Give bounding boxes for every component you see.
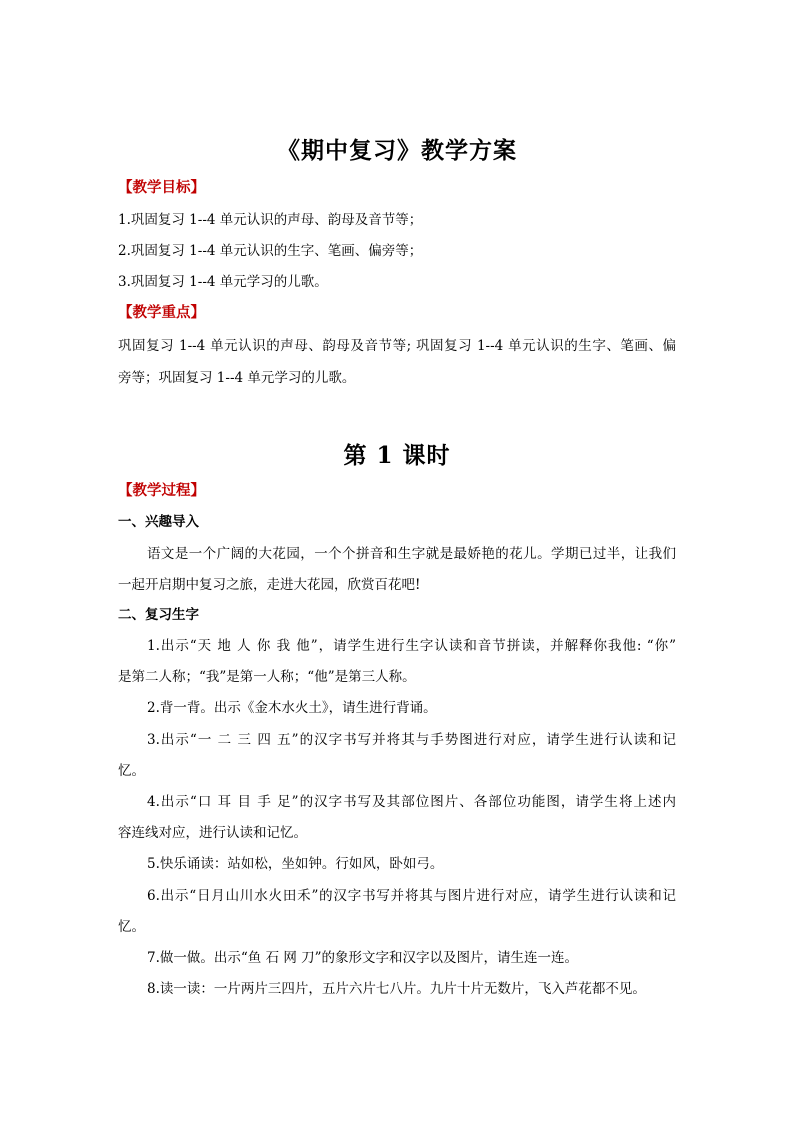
- part2-item-4-line-1: 4.出示“口 耳 目 手 足”的汉字书写及其部位图片、各部位功能图，请学生将上述内: [147, 794, 676, 810]
- part2-item-4-line-2: 容连线对应，进行认读和记忆。: [118, 825, 307, 841]
- part1-line-2: 一起开启期中复习之旅，走进大花园，欣赏百花吧!: [118, 577, 421, 593]
- part2-item-3-line-2: 忆。: [118, 763, 145, 779]
- part2-item-7: 7.做一做。出示“鱼 石 网 刀”的象形文字和汉字以及图片，请生连一连。: [147, 950, 579, 966]
- goal-item-1: 1.巩固复习 1--4 单元认识的声母、韵母及音节等；: [118, 212, 423, 228]
- heading-teaching-process: 【教学过程】: [118, 482, 205, 499]
- part2-item-2: 2.背一背。出示《金木水火土》，请生进行背诵。: [147, 700, 437, 716]
- part2-item-1-line-1: 1.出示“天 地 人 你 我 他”，请学生进行生字认读和音节拼读，并解释你我他: “你”: [147, 638, 676, 654]
- lesson-title: 第 1 课时: [343, 442, 451, 469]
- part1-line-1: 语文是一个广阔的大花园，一个个拼音和生字就是最娇艳的花儿。学期已过半，让我们: [147, 546, 676, 562]
- part2-item-6-line-1: 6.出示“日月山川水火田禾”的汉字书写并将其与图片进行对应，请学生进行认读和记: [147, 888, 676, 904]
- goal-item-3: 3.巩固复习 1--4 单元学习的儿歌。: [118, 274, 328, 290]
- part2-item-1-line-2: 是第二人称；“我”是第一人称；“他”是第三人称。: [118, 669, 416, 685]
- part2-item-6-line-2: 忆。: [118, 919, 145, 935]
- part2-item-8: 8.读一读：一片两片三四片，五片六片七八片。九片十片无数片，飞入芦花都不见。: [147, 981, 646, 997]
- part2-title: 二、复习生字: [118, 607, 199, 623]
- part2-item-3-line-1: 3.出示“一 二 三 四 五”的汉字书写并将其与手势图进行对应，请学生进行认读和记: [147, 732, 676, 748]
- part2-item-5: 5.快乐诵读：站如松，坐如钟。行如风，卧如弓。: [147, 856, 444, 872]
- focus-line-1: 巩固复习 1--4 单元认识的声母、韵母及音节等; 巩固复习 1--4 单元认识的生字、笔画、偏: [118, 338, 676, 354]
- focus-line-2: 旁等；巩固复习 1--4 单元学习的儿歌。: [118, 370, 356, 386]
- document-title: 《期中复习》教学方案: [277, 137, 517, 164]
- heading-teaching-focus: 【教学重点】: [118, 304, 205, 321]
- goal-item-2: 2.巩固复习 1--4 单元认识的生字、笔画、偏旁等；: [118, 243, 423, 259]
- heading-teaching-goals: 【教学目标】: [118, 179, 205, 196]
- part1-title: 一、兴趣导入: [118, 514, 199, 530]
